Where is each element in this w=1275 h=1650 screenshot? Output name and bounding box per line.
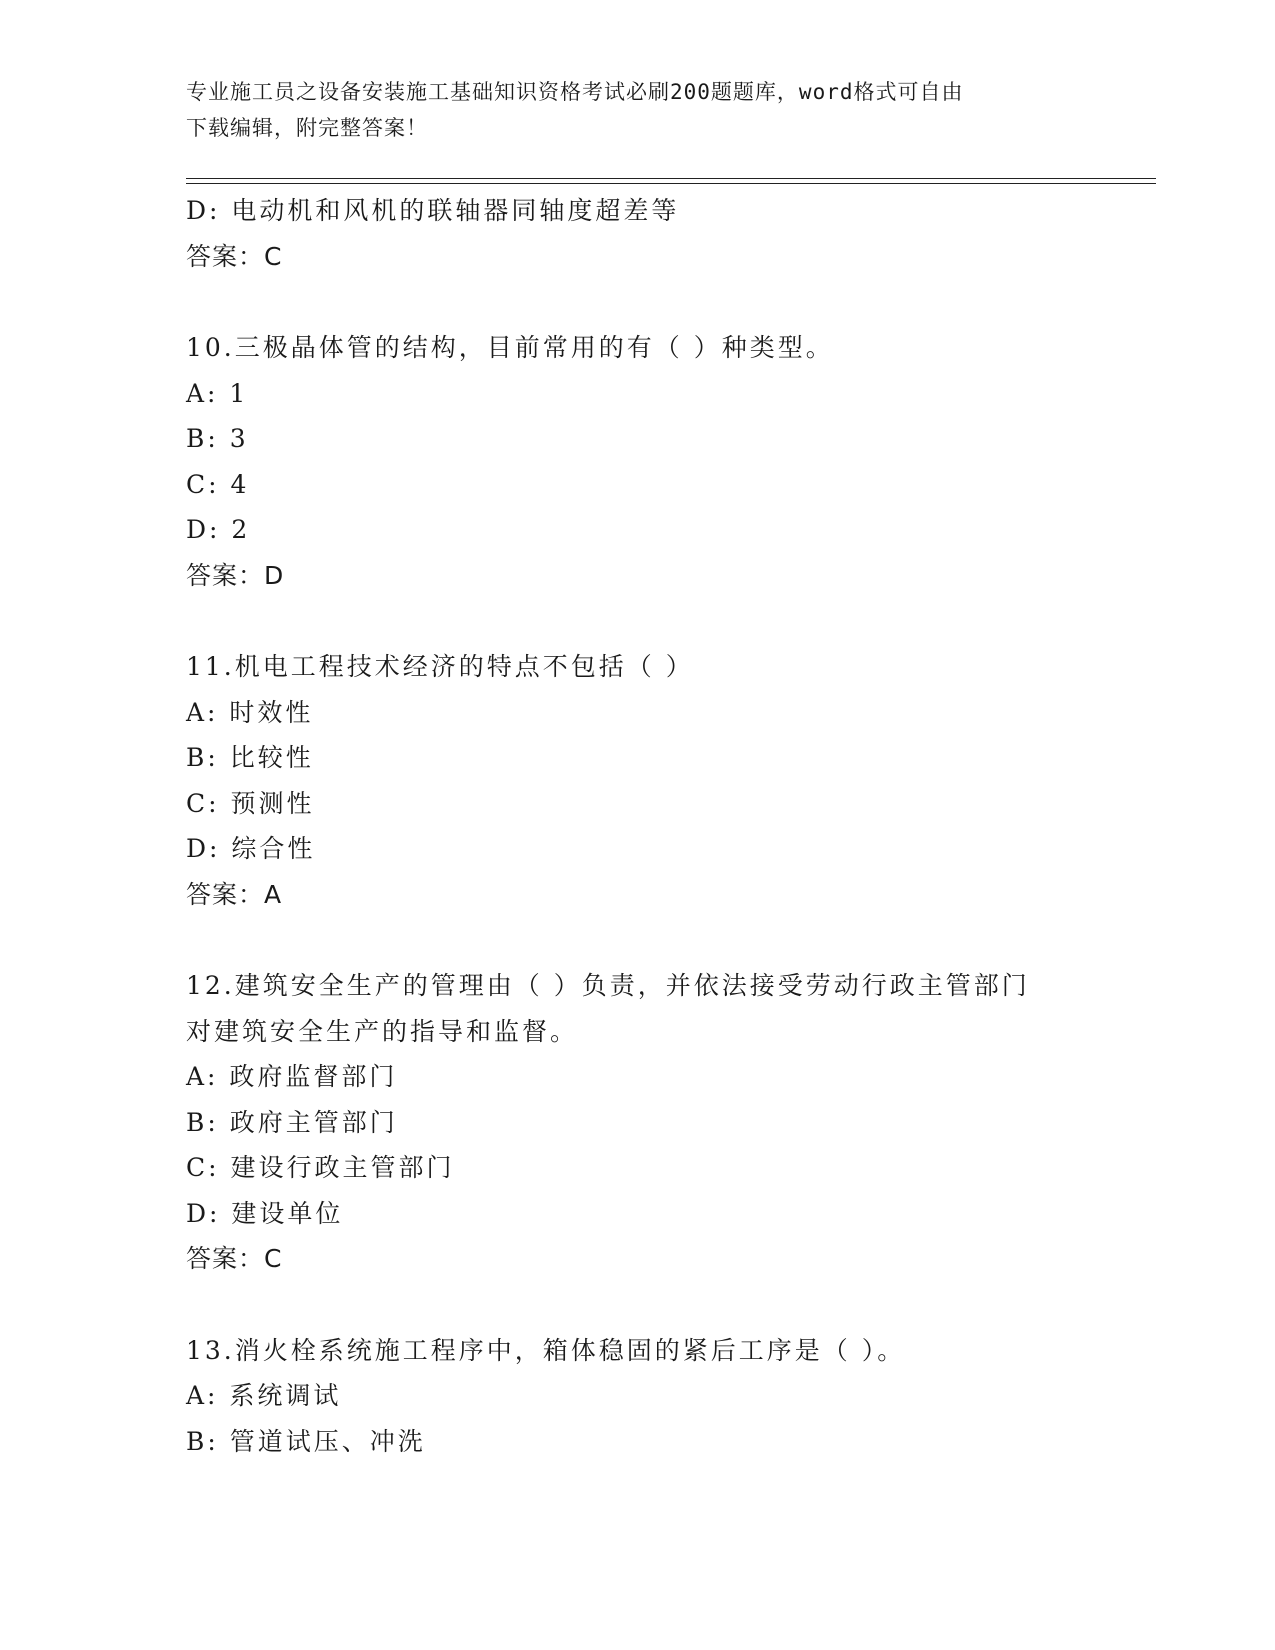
option-c: C: 建设行政主管部门 [186,1153,455,1182]
answer-line: 答案：A [186,879,283,909]
option-b: B: 管道试压、冲洗 [186,1426,426,1456]
option-b: B: 政府主管部门 [186,1107,398,1137]
question-stem-line-1: 12.建筑安全生产的管理由（ ）负责，并依法接受劳动行政主管部门 [186,971,1030,1000]
option-a: A: 系统调试 [186,1381,342,1410]
header-line-2: 下载编辑，附完整答案！ [186,116,428,140]
option-a: A: 政府监督部门 [186,1062,398,1091]
option-d: D: 综合性 [186,834,316,863]
option-b: B: 比较性 [186,743,314,772]
header-rule-bottom [186,183,1156,184]
header-line-1: 专业施工员之设备安装施工基础知识资格考试必刷200题题库，word格式可自由 [186,80,964,104]
answer-line: 答案：D [186,560,285,590]
option-c: C: 4 [186,469,250,499]
document-header [186,74,1086,146]
option-a: A: 时效性 [186,697,314,727]
option-d: D: 电动机和风机的联轴器同轴度超差等 [186,196,680,225]
question-11 [186,644,1156,917]
question-13 [186,1328,1156,1465]
question-stem-line-2: 对建筑安全生产的指导和监督。 [186,1016,579,1046]
header-rule-top [186,178,1156,179]
option-d: D: 建设单位 [186,1198,344,1228]
option-c: C: 预测性 [186,788,315,818]
answer-line: 答案：C [186,1244,283,1273]
question-9-tail [186,188,1156,279]
question-list [186,188,1156,1464]
option-d: D: 2 [186,515,251,544]
question-stem: 11.机电工程技术经济的特点不包括（ ） [186,652,694,681]
question-stem: 10.三极晶体管的结构，目前常用的有（ ）种类型。 [186,333,834,362]
option-b: B: 3 [186,424,249,453]
question-10 [186,325,1156,598]
question-12 [186,963,1156,1282]
answer-line: 答案：C [186,241,283,271]
option-a: A: 1 [186,378,249,408]
question-stem: 13.消火栓系统施工程序中，箱体稳固的紧后工序是（ ）。 [186,1335,906,1365]
